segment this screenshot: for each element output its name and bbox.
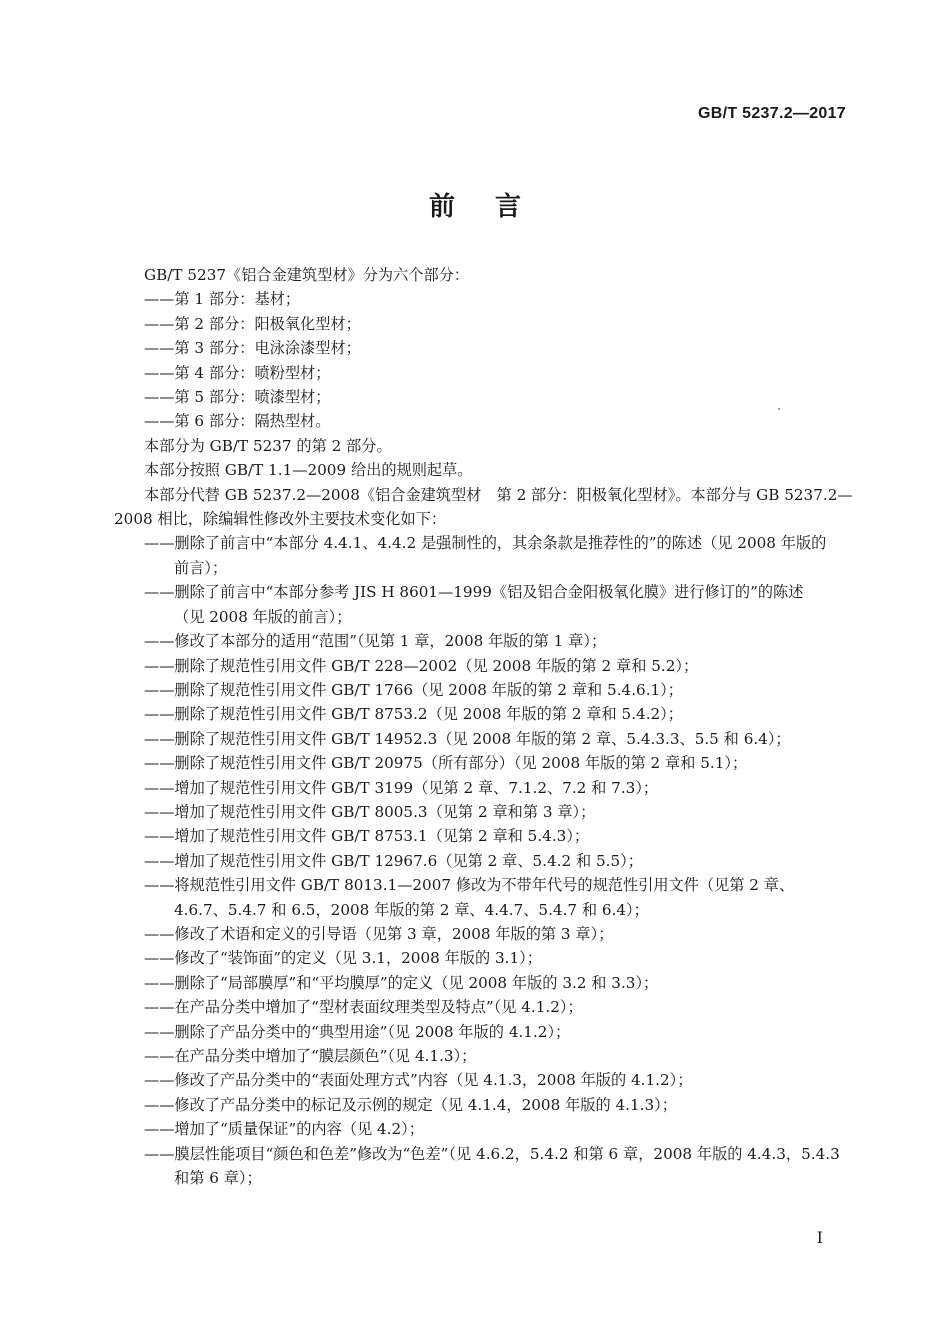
paragraph-line: ——删除了规范性引用文件 GB/T 1766（见 2008 年版的第 2 章和 5.4.6.1）； — [144, 680, 683, 699]
paragraph-line: ——删除了“局部膜厚”和“平均膜厚”的定义（见 2008 年版的 3.2 和 3.3）； — [144, 973, 659, 992]
paragraph-line: 本部分按照 GB/T 1.1—2009 给出的规则起草。 — [144, 461, 473, 480]
paragraph-line: ——第 3 部分：电泳涂漆型材； — [144, 339, 361, 358]
page-title: 前言 — [428, 192, 561, 222]
paragraph-line: ——第 4 部分：喷粉型材； — [144, 363, 331, 382]
paragraph-line: ——增加了规范性引用文件 GB/T 3199（见第 2 章、7.1.2、7.2 和 7.3）； — [144, 778, 659, 797]
paragraph-line: （见 2008 年版的前言）； — [174, 607, 352, 626]
paragraph-line: 本部分为 GB/T 5237 的第 2 部分。 — [144, 436, 392, 455]
paragraph-line: 4.6.7、5.4.7 和 6.5，2008 年版的第 2 章、4.4.7、5.4.7 和 6.4）； — [174, 900, 649, 919]
paragraph-line: 前言）； — [174, 558, 228, 577]
paragraph-line: ——在产品分类中增加了“膜层颜色”（见 4.1.3）； — [144, 1047, 477, 1065]
paragraph-line: ——膜层性能项目“颜色和色差”修改为“色差”（见 4.6.2，5.4.2 和第 6 章，2008 年版的 4.4.3，5.4.3 — [144, 1144, 840, 1163]
paragraph-line: 2008 相比，除编辑性修改外主要技术变化如下： — [114, 510, 447, 529]
paragraph-line: ——修改了产品分类中的“表面处理方式”内容（见 4.1.3，2008 年版的 4.1.2）； — [144, 1071, 693, 1090]
scan-speck — [778, 408, 780, 410]
paragraph-line: ——删除了前言中“本部分 4.4.1、4.4.2 是强制性的，其余条款是推荐性的”的陈述（见 2008 年版的 — [144, 534, 827, 553]
paragraph-line: ——第 5 部分：喷漆型材； — [144, 388, 331, 407]
paragraph-line: 本部分代替 GB 5237.2—2008《铝合金建筑型材 第 2 部分：阳极氧化型材》。本部分与 GB 5237.2— — [144, 485, 853, 504]
paragraph-line: ——删除了前言中“本部分参考 JIS H 8601—1999《铝及铝合金阳极氧化膜》进行修订的”的陈述 — [144, 583, 804, 602]
paragraph-line: ——增加了规范性引用文件 GB/T 8753.1（见第 2 章和 5.4.3）； — [144, 827, 590, 846]
paragraph-line: ——第 1 部分：基材； — [144, 290, 301, 309]
paragraph-line: ——将规范性引用文件 GB/T 8013.1—2007 修改为不带年代号的规范性引用文件（见第 2 章、 — [144, 876, 795, 895]
paragraph-line: ——增加了规范性引用文件 GB/T 8005.3（见第 2 章和第 3 章）； — [144, 802, 596, 821]
document-body — [114, 263, 854, 1190]
standard-code: GB/T 5237.2—2017 — [698, 105, 846, 122]
paragraph-line: 和第 6 章）； — [174, 1169, 262, 1188]
paragraph-line: ——修改了术语和定义的引导语（见第 3 章，2008 年版的第 3 章）； — [144, 924, 614, 943]
paragraph-line: ——增加了“质量保证”的内容（见 4.2）； — [144, 1120, 424, 1139]
paragraph-line: ——修改了“装饰面”的定义（见 3.1，2008 年版的 3.1）； — [144, 949, 542, 968]
paragraph-line: ——在产品分类中增加了“型材表面纹理类型及特点”（见 4.1.2）； — [144, 998, 583, 1017]
paragraph-line: ——删除了规范性引用文件 GB/T 20975（所有部分）（见 2008 年版的第 2 章和 5.1）； — [144, 754, 748, 773]
paragraph-line: GB/T 5237《铝合金建筑型材》分为六个部分： — [144, 266, 470, 284]
page-number: I — [816, 1228, 823, 1247]
paragraph-line: ——第 6 部分：隔热型材。 — [144, 412, 331, 431]
paragraph-line: ——删除了产品分类中的“典型用途”（见 2008 年版的 4.1.2）； — [144, 1022, 571, 1041]
paragraph-line: ——修改了产品分类中的标记及示例的规定（见 4.1.4，2008 年版的 4.1.3）； — [144, 1095, 677, 1114]
paragraph-line: ——删除了规范性引用文件 GB/T 8753.2（见 2008 年版的第 2 章和 5.4.2）； — [144, 705, 683, 724]
paragraph-line: ——删除了规范性引用文件 GB/T 14952.3（见 2008 年版的第 2 章、5.4.3.3、5.5 和 6.4）； — [144, 729, 791, 748]
paragraph-line: ——增加了规范性引用文件 GB/T 12967.6（见第 2 章、5.4.2 和 5.5）； — [144, 851, 643, 870]
paragraph-line: ——删除了规范性引用文件 GB/T 228—2002（见 2008 年版的第 2 章和 5.2）； — [144, 656, 699, 675]
paragraph-line: ——第 2 部分：阳极氧化型材； — [144, 314, 361, 333]
paragraph-line: ——修改了本部分的适用“范围”（见第 1 章，2008 年版的第 1 章）； — [144, 632, 607, 651]
